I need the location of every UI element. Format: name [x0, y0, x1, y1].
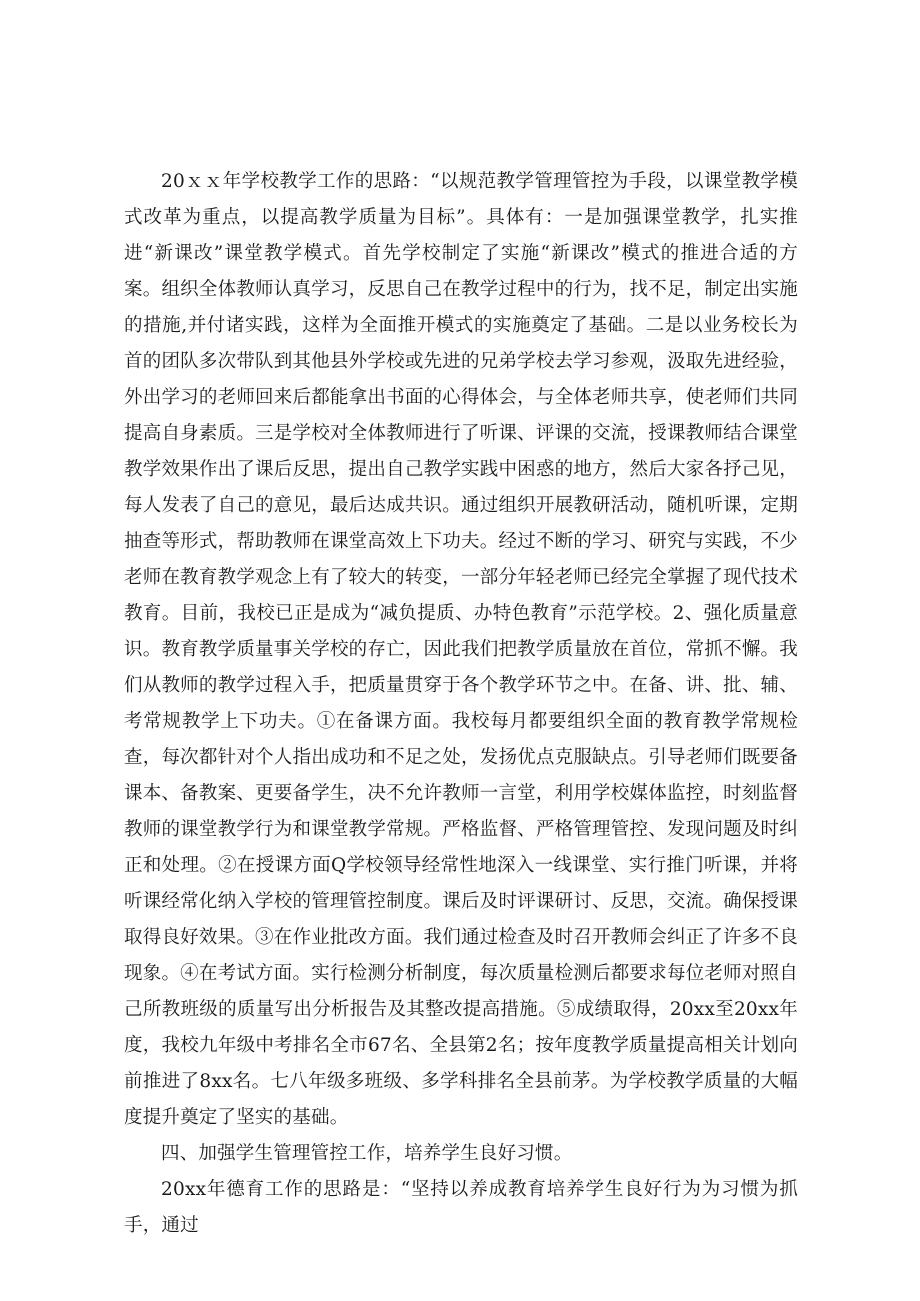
paragraph-student-management-heading: 四、加强学生管理管控工作，培养学生良好习惯。	[161, 1143, 573, 1164]
document-body	[124, 164, 798, 1244]
paragraph-moral-education: 20xx年德育工作的思路是：“坚持以养成教育培养学生良好行为为习惯为抓手，通过	[124, 1179, 798, 1236]
paragraph-teaching-work: 20ｘｘ年学校教学工作的思路：“以规范教学管理管控为手段，以课堂教学模式改革为重点，以提高教学质量为目标”。具体有：一是加强课堂教学，扎实推进“新课改”课堂教学模式。首先学校制定了实施“新课改”模式的推进合适的方案。组织全体教师认真学习，反思自己在教学过程中的行为，找不足，制定出实施的措施,并付诸实践，这样为全面推开模式的实施奠定了基础。二是以业务校长为首的团队多次带队到其他县外学校或先进的兄弟学校去学习参观，汲取先进经验，外出学习的老师回来后都能拿出书面的心得体会，与全体老师共享，使老师们共同提高自身素质。三是学校对全体教师进行了听课、评课的交流，授课教师结合课堂教学效果作出了课后反思，提出自己教学实践中困惑的地方，然后大家各抒己见，每人发表了自己的意见，最后达成共识。通过组织开展教研活动，随机听课，定期抽查等形式，帮助教师在课堂高效上下功夫。经过不断的学习、研究与实践，不少老师在教育教学观念上有了较大的转变，一部分年轻老师已经完全掌握了现代技术教育。目前，我校已正是成为“减负提质、办特色教育”示范学校。2、强化质量意识。教育教学质量事关学校的存亡，因此我们把教学质量放在首位，常抓不懈。我们从教师的教学过程入手，把质量贯穿于各个教学环节之中。在备、讲、批、辅、考常规教学上下功夫。①在备课方面。我校每月都要组织全面的教育教学常规检查，每次都针对个人指出成功和不足之处，发扬优点克服缺点。引导老师们既要备课本、备教案、更要备学生，决不允许教师一言堂，利用学校媒体监控，时刻监督教师的课堂教学行为和课堂教学常规。严格监督、严格管理管控、发现问题及时纠正和处理。②在授课方面Q学校领导经常性地深入一线课堂、实行推门听课，并将听课经常化纳入学校的管理管控制度。课后及时评课研讨、反思，交流。确保授课取得良好效果。③在作业批改方面。我们通过检查及时召开教师会纠正了许多不良现象。④在考试方面。实行检测分析制度，每次质量检测后都要求每位老师对照自己所教班级的质量写出分析报告及其整改提高措施。⑤成绩取得，20xx至20xx年度，我校九年级中考排名全市67名、全县第2名；按年度教学质量提高相关计划向前推进了8xx名。七八年级多班级、多学科排名全县前茅。为学校教学质量的大幅度提升奠定了坚实的基础。	[124, 171, 798, 1128]
